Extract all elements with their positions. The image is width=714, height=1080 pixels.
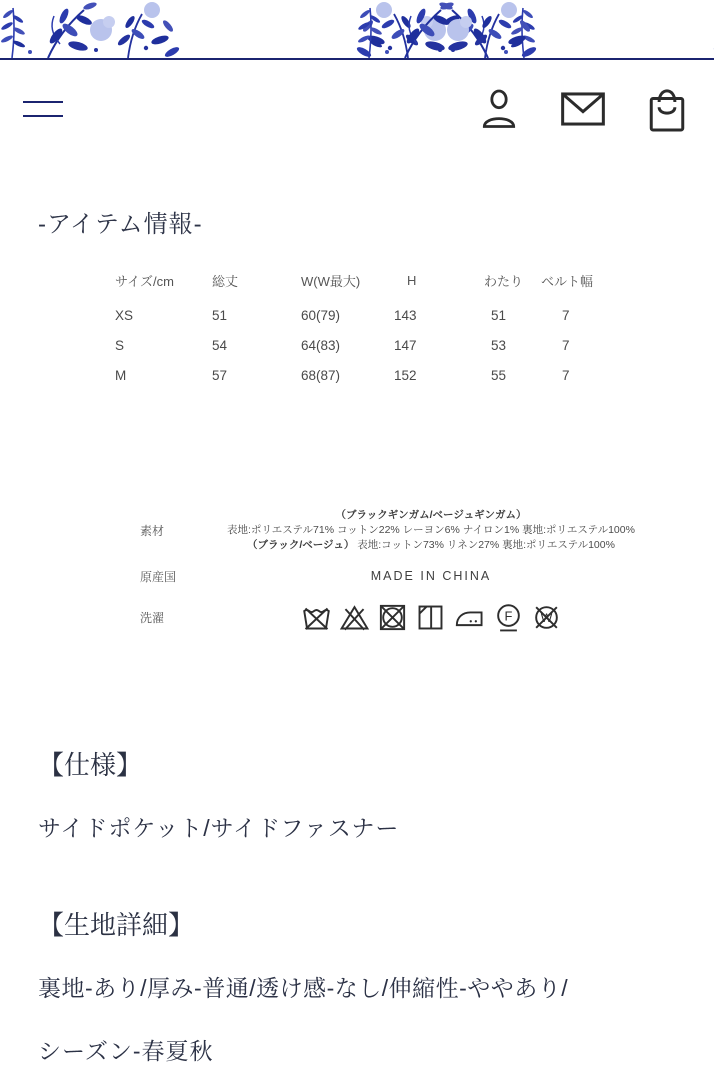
col-header-watari: わたり [484,273,524,289]
col-header-belt-width: ベルト幅 [541,273,594,289]
menu-icon[interactable] [23,101,63,117]
do-not-tumble-dry-icon [377,602,408,633]
cell-waist: 60(79) [301,307,341,323]
cell-watari: 55 [491,367,507,383]
do-not-wash-icon [301,602,332,633]
material-variant1-name: （ブラックギンガム/ベージュギンガム） [335,509,527,521]
material-variant2-composition: 表地:コットン73% リネン27% 裏地:ポリエステル100% [354,539,615,551]
col-header-waist: W(W最大) [301,273,361,289]
material-content [225,508,637,553]
care-symbols [225,602,637,633]
floral-banner [0,0,714,60]
wet-clean-letter: W [540,611,552,626]
fabric-details-line1: 裏地-あり/厚み-普通/透け感-なし/伸縮性-ややあり/ [38,975,569,1001]
cell-hip: 143 [394,307,417,323]
drip-dry-in-shade-icon [415,602,446,633]
do-not-wet-clean-icon [531,602,562,633]
col-header-total-length: 総丈 [212,273,239,289]
spec-text: サイドポケット/サイドファスナー [38,815,400,841]
cell-belt-width: 7 [562,307,570,323]
material-label: 素材 [140,524,165,538]
col-header-size: サイズ/cm [115,273,174,289]
site-header [0,60,714,158]
cell-waist: 68(87) [301,367,341,383]
fabric-details-heading: 【生地詳細】 [38,910,195,940]
cell-total-length: 57 [212,367,228,383]
cell-belt-width: 7 [562,337,570,353]
cell-size: XS [115,307,134,323]
cell-watari: 51 [491,307,507,323]
table-row-xs [115,300,714,330]
cell-hip: 152 [394,367,417,383]
origin-row [0,568,714,585]
table-row-s [115,330,714,360]
cell-size: M [115,367,127,383]
laundry-label: 洗濯 [140,611,165,625]
laundry-row [0,602,714,633]
cell-size: S [115,337,125,353]
size-table-header [115,265,714,295]
do-not-bleach-icon [339,602,370,633]
cell-belt-width: 7 [562,367,570,383]
item-details [0,508,714,633]
cell-waist: 64(83) [301,337,341,353]
cell-hip: 147 [394,337,417,353]
cell-total-length: 54 [212,337,228,353]
table-row-m [115,360,714,390]
fabric-details-line2: シーズン-春夏秋 [38,1038,214,1064]
floral-banner-art [0,0,714,58]
material-variant2-name: （ブラック/ベージュ） [247,539,355,551]
iron-low-icon [453,602,486,633]
material-row [0,508,714,553]
page-title: -アイテム情報- [38,211,203,238]
shopping-bag-icon[interactable] [642,81,692,137]
size-table [115,265,714,390]
material-variant2-line [225,538,637,553]
cell-total-length: 51 [212,307,228,323]
dry-clean-petroleum-icon [493,602,524,633]
material-variant1-composition: 表地:ポリエステル71% コットン22% レーヨン6% ナイロン1% 裏地:ポリエステル100% [227,524,635,536]
cell-watari: 53 [491,337,507,353]
account-icon[interactable] [474,81,524,137]
spec-heading: 【仕様】 [38,750,143,780]
col-header-hip: H [407,272,417,288]
mail-icon[interactable] [558,81,608,137]
origin-value: MADE IN CHINA [370,569,492,583]
origin-label: 原産国 [140,570,177,584]
dry-clean-letter: F [504,608,512,624]
